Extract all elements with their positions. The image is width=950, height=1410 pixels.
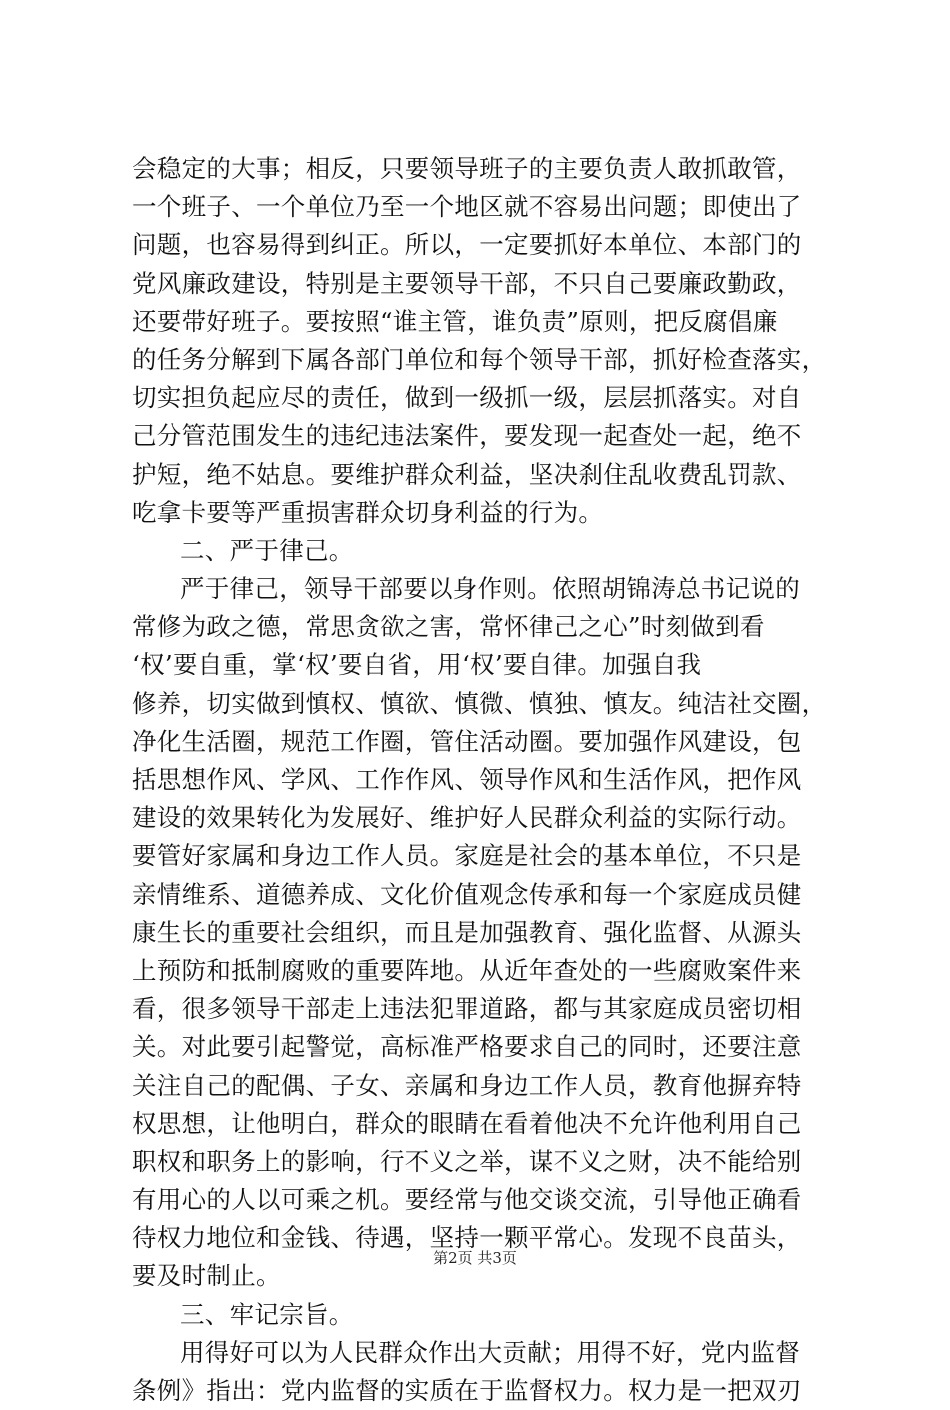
text-line: 亲情维系、道德养成、文化价值观念传承和每一个家庭成员健 [132, 879, 802, 909]
text-line: 要及时制止。 [132, 1261, 281, 1291]
text-line: 建设的效果转化为发展好、维护好人民群众利益的实际行动。 [132, 803, 802, 833]
text-line: 严于律己，领导干部要以身作则。依照胡锦涛总书记说的 [180, 574, 800, 604]
text-line: 问题，也容易得到纠正。所以，一定要抓好本单位、本部门的 [132, 230, 802, 260]
text-line: 己分管范围发生的违纪违法案件，要发现一起查处一起，绝不 [132, 421, 802, 451]
text-line: 康生长的重要社会组织，而且是加强教育、强化监督、从源头 [132, 917, 802, 947]
page-number-label: 第2页 共3页 [433, 1249, 517, 1267]
text-line: 的任务分解到下属各部门单位和每个领导干部，抓好检查落实， [132, 344, 827, 374]
text-line: 待权力地位和金钱、待遇，坚持一颗平常心。发现不良苗头， [132, 1223, 802, 1253]
text-line: 党风廉政建设，特别是主要领导干部，不只自己要廉政勤政， [132, 268, 802, 298]
text-line: 关。对此要引起警觉，高标准严格要求自己的同时，还要注意 [132, 1032, 802, 1062]
text-line: 括思想作风、学风、工作作风、领导作风和生活作风，把作风 [132, 765, 802, 794]
text-line: 关注自己的配偶、子女、亲属和身边工作人员，教育他摒弃特 [132, 1070, 802, 1100]
text-line: 会稳定的大事；相反，只要领导班子的主要负责人敢抓敢管， [132, 154, 802, 183]
text-line: 净化生活圈，规范工作圈，管住活动圈。要加强作风建设，包 [132, 726, 802, 756]
text-line: 上预防和抵制腐败的重要阵地。从近年查处的一些腐败案件来 [132, 955, 802, 985]
text-line: 切实担负起应尽的责任，做到一级抓一级，层层抓落实。对自 [132, 383, 802, 413]
page-footer [0, 1248, 950, 1268]
text-line: 护短，绝不姑息。要维护群众利益，坚决刹住乱收费乱罚款、 [132, 459, 802, 489]
text-line: 职权和职务上的影响，行不义之举，谋不义之财，决不能给别 [132, 1146, 802, 1176]
text-line: 权思想，让他明白，群众的眼睛在看着他决不允许他利用自己 [132, 1108, 802, 1138]
text-line: 吃拿卡要等严重损害群众切身利益的行为。 [132, 497, 604, 527]
text-line: 条例》指出：党内监督的实质在于监督权力。权力是一把双刃 [132, 1376, 802, 1405]
text-line: 一个班子、一个单位乃至一个地区就不容易出问题；即使出了 [132, 192, 802, 222]
text-line: 还要带好班子。要按照“谁主管，谁负责”原则，把反腐倡廉 [132, 306, 778, 336]
text-line: 用得好可以为人民群众作出大贡献；用得不好，党内监督 [180, 1337, 800, 1367]
text-line: 常修为政之德，常思贪欲之害，常怀律己之心”时刻做到看 [132, 612, 765, 642]
section-heading: 二、严于律己。 [180, 535, 354, 565]
document-body [132, 150, 852, 1410]
text-line: 看，很多领导干部走上违法犯罪道路，都与其家庭成员密切相 [132, 994, 802, 1024]
text-line: 有用心的人以可乘之机。要经常与他交谈交流，引导他正确看 [132, 1185, 802, 1215]
section-heading: 三、牢记宗旨。 [180, 1299, 354, 1329]
text-line: ‘权’要自重，掌‘权’要自省，用‘权’要自律。加强自我 [132, 650, 702, 680]
text-line: 要管好家属和身边工作人员。家庭是社会的基本单位，不只是 [132, 841, 802, 871]
text-line: 修养，切实做到慎权、慎欲、慎微、慎独、慎友。纯洁社交圈， [132, 688, 827, 718]
